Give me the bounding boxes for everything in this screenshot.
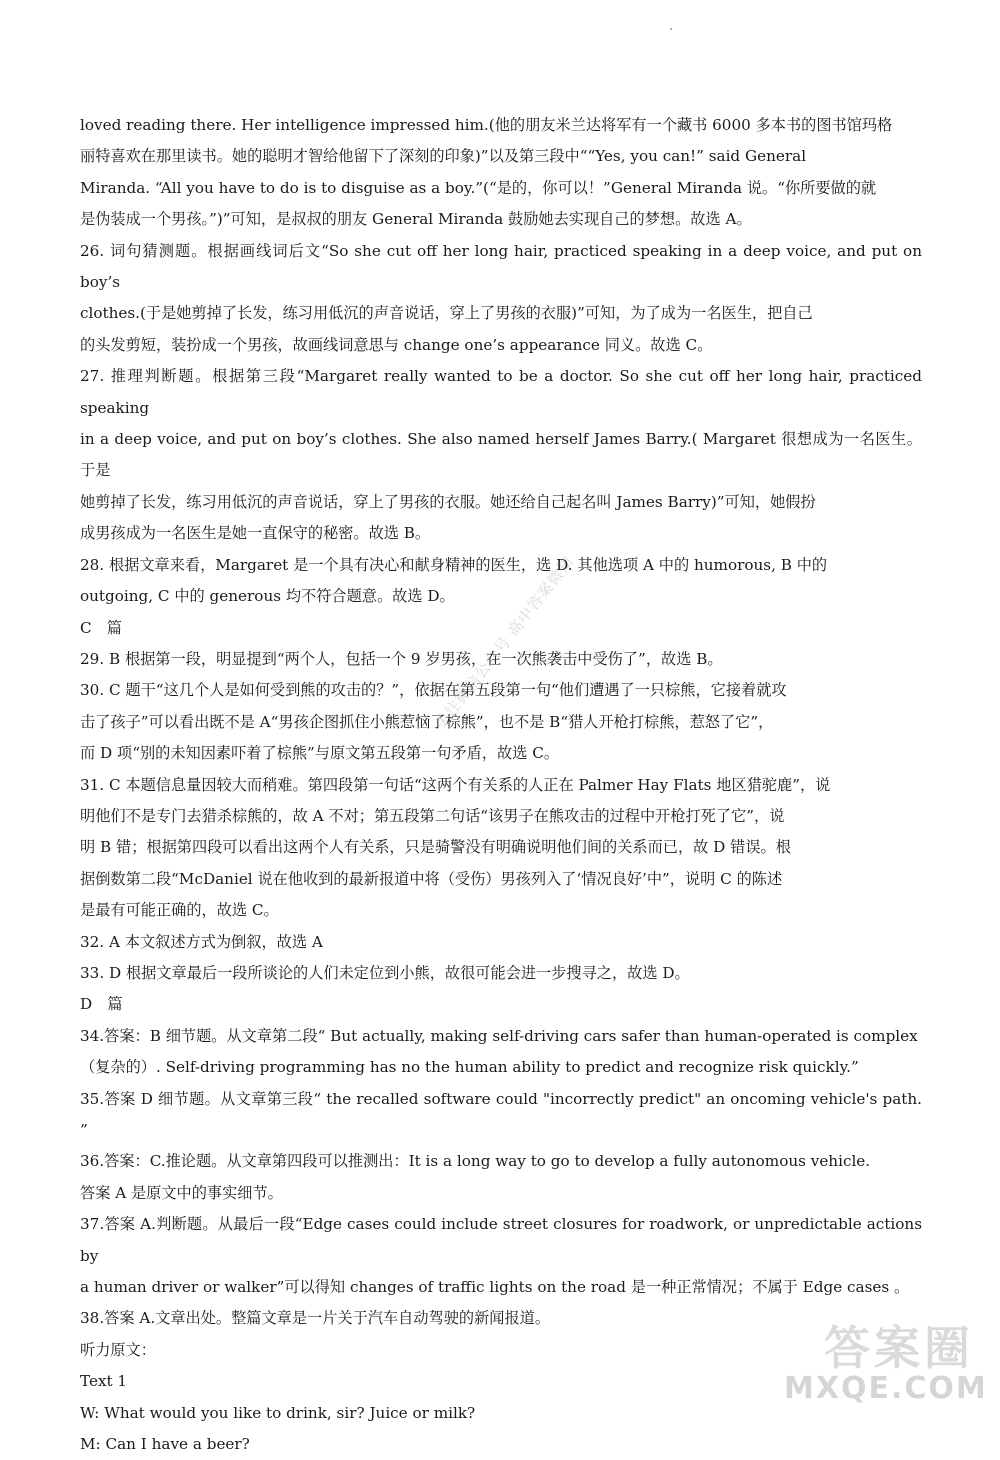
text-line: 听力原文： [80,1340,156,1359]
text-line: 32. A 本文叙述方式为倒叙，故选 A [80,932,323,951]
text-line: 丽特喜欢在那里读书。她的聪明才智给他留下了深刻的印象)”以及第三段中““Yes, you can!” said General [80,147,807,166]
text-line: Miranda. “All you have to do is to disguise as a boy.”(“是的，你可以！”General Miranda 说。“你所要做的就 [80,178,877,197]
text-line: 是伪装成一个男孩。”)”可知，是叔叔的朋友 General Miranda 鼓励她去实现自己的梦想。故选 A。 [80,210,752,229]
text-line: 29. B 根据第一段，明显提到“两个人，包括一个 9 岁男孩，在一次熊袭击中受伤了”，故选 B。 [80,649,723,668]
text-line: 据倒数第二段“McDaniel 说在他收到的最新报道中将（受伤）男孩列入了‘情况良好’中”，说明 C 的陈述 [80,869,783,888]
text-line: 明 B 错；根据第四段可以看出这两个人有关系，只是骑警没有明确说明他们间的关系而已，故 D 错误。根 [80,838,791,857]
text-line: 击了孩子”可以看出既不是 A“男孩企图抓住小熊惹恼了棕熊”，也不是 B“猎人开枪打棕熊，惹怒了它”， [80,712,774,731]
text-line: outgoing, C 中的 generous 均不符合题意。故选 D。 [80,587,455,606]
text-line: D 篇 [80,995,123,1014]
text-line: 26. 词句猜测题。根据画线词后文“So she cut off her long hair, practiced speaking in a deep voice, and put on boy’s [80,241,922,292]
text-line: 答案 A 是原文中的事实细节。 [80,1183,283,1202]
text-line: 的头发剪短，装扮成一个男孩，故画线词意思与 change one’s appearance 同义。故选 C。 [80,335,713,354]
text-line: 35.答案 D 细节题。从文章第三段“ the recalled software could "incorrectly predict" an oncoming vehicle's path. ” [80,1089,922,1139]
text-line: 成男孩成为一名医生是她一直保守的秘密。故选 B。 [80,524,431,543]
speck [670,28,672,30]
text-line: a human driver or walker”可以得知 changes of traffic lights on the road 是一种正常情况；不属于 Edge cases 。 [80,1278,910,1297]
watermark-text: 关注微信公众号 高中答案微知 [431,552,578,733]
text-line: loved reading there. Her intelligence impressed him.(他的朋友米兰达将军有一个藏书 6000 多本书的图书馆玛格 [80,116,893,134]
logo-main-text: 答案圈 [824,1321,974,1375]
text-line: Text 1 [80,1372,128,1391]
text-line: in a deep voice, and put on boy’s clothes. She also named herself James Barry.( Margaret 很想成为一名医生。于是 [80,430,922,480]
text-line: 31. C 本题信息量因较大而稍难。第四段第一句话“这两个有关系的人正在 Palmer Hay Flats 地区猎驼鹿”，说 [80,775,831,794]
text-line: 37.答案 A.判断题。从最后一段“Edge cases could include street closures for roadwork, or unpredictable actions by [80,1215,922,1265]
text-line: 而 D 项“别的未知因素吓着了棕熊”与原文第五段第一句矛盾，故选 C。 [80,744,560,763]
text-line: 33. D 根据文章最后一段所谈论的人们未定位到小熊，故很可能会进一步搜寻之，故选 D。 [80,963,690,982]
text-line: 36.答案：C.推论题。从文章第四段可以推测出：It is a long way to go to develop a fully autonomous vehicle. [80,1152,871,1171]
text-line: 明他们不是专门去猎杀棕熊的，故 A 不对；第五段第二句话“该男子在熊攻击的过程中开枪打死了它”，说 [80,806,785,825]
text-line: clothes.(于是她剪掉了长发，练习用低沉的声音说话，穿上了男孩的衣服)”可知，为了成为一名医生，把自己 [80,304,813,323]
text-line: 27. 推理判断题。根据第三段“Margaret really wanted to be a doctor. So she cut off her long hair, practiced speaking [80,367,922,417]
text-line: 34.答案：B 细节题。从文章第二段“ But actually, making self-driving cars safer than human-operated is complex [80,1026,918,1045]
text-line: 30. C 题干“这几个人是如何受到熊的攻击的？”，依据在第五段第一句“他们遭遇了一只棕熊，它接着就攻 [80,681,787,700]
text-line: 28. 根据文章来看，Margaret 是一个具有决心和献身精神的医生，选 D. 其他选项 A 中的 humorous, B 中的 [80,555,828,574]
text-line: 38.答案 A.文章出处。整篇文章是一片关于汽车自动驾驶的新闻报道。 [80,1309,551,1328]
text-line: C 篇 [80,618,122,637]
text-line: W: What would you like to drink, sir? Juice or milk? [80,1403,476,1422]
site-logo [784,1321,988,1406]
text-line: M: Can I have a beer? [80,1435,250,1454]
text-line: （复杂的）. Self-driving programming has no the human ability to predict and recognize risk quickly.” [80,1058,859,1077]
text-line: 是最有可能正确的，故选 C。 [80,901,279,920]
document-body [80,110,922,1460]
text-line: 她剪掉了长发，练习用低沉的声音说话，穿上了男孩的衣服。她还给自己起名叫 James Barry)”可知，她假扮 [80,492,816,511]
logo-domain-text: MXQE.COM [784,1371,988,1406]
